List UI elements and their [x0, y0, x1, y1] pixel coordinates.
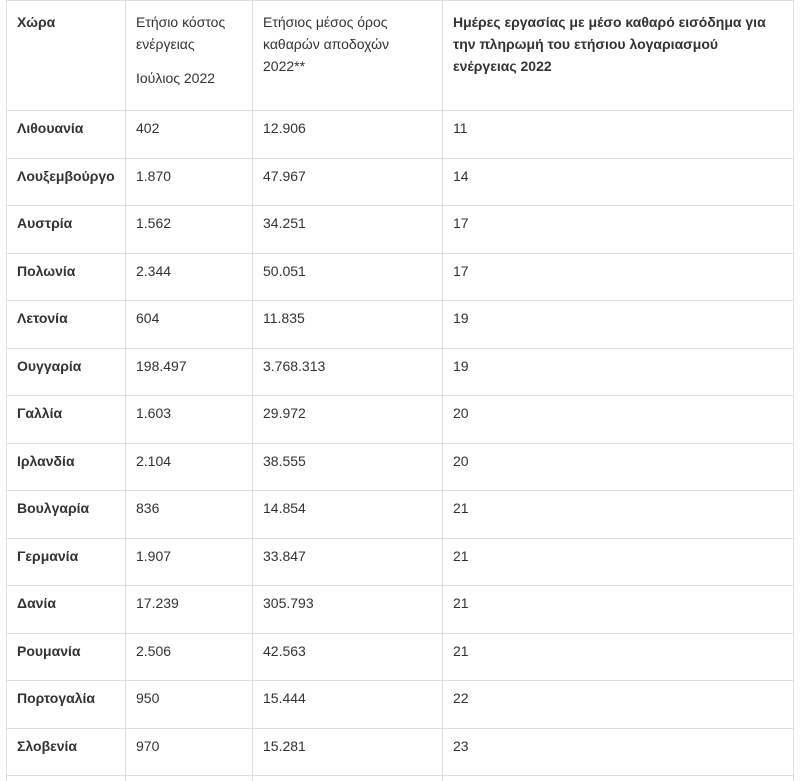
cell-cost [126, 776, 253, 781]
cell-days: 11 [443, 111, 795, 159]
table-row [7, 253, 795, 301]
cell-days: 19 [443, 348, 795, 396]
table-row [7, 301, 795, 349]
cell-days: 21 [443, 633, 795, 681]
cell-earnings: 15.281 [253, 728, 443, 776]
table-body [7, 111, 795, 781]
cell-days: 17 [443, 206, 795, 254]
header-country-label: Χώρα [17, 14, 56, 30]
table-row [7, 633, 795, 681]
cell-cost: 198.497 [126, 348, 253, 396]
cell-country: Δανία [7, 586, 126, 634]
cell-cost: 836 [126, 491, 253, 539]
cell-cost: 1.870 [126, 158, 253, 206]
cell-days: 21 [443, 538, 795, 586]
cell-country: Γαλλία [7, 396, 126, 444]
cell-country: Πορτογαλία [7, 681, 126, 729]
cell-cost: 1.907 [126, 538, 253, 586]
cell-days: 20 [443, 396, 795, 444]
table-header [7, 1, 795, 111]
table-row [7, 728, 795, 776]
table-row [7, 396, 795, 444]
cell-earnings: 15.444 [253, 681, 443, 729]
cell-country: Βουλγαρία [7, 491, 126, 539]
cell-earnings: 34.251 [253, 206, 443, 254]
cell-cost: 402 [126, 111, 253, 159]
table-row [7, 443, 795, 491]
header-avg-earnings-label: Ετήσιος μέσος όρος καθαρών αποδοχών 2022** [263, 14, 390, 74]
table-row [7, 681, 795, 729]
cell-days: 21 [443, 491, 795, 539]
table-row [7, 348, 795, 396]
cell-country: Πολωνία [7, 253, 126, 301]
cell-country: Λουξεμβούργο [7, 158, 126, 206]
cell-country [7, 776, 126, 781]
cell-days: 21 [443, 586, 795, 634]
header-work-days-label: Ημέρες εργασίας με μέσο καθαρό εισόδημα για την πληρωμή του ετήσιου λογαριασμού ενέργειας 2022 [453, 14, 766, 74]
cell-earnings [253, 776, 443, 781]
cell-country: Ιρλανδία [7, 443, 126, 491]
header-country [7, 1, 126, 111]
energy-cost-table [6, 0, 794, 781]
table-row [7, 206, 795, 254]
cell-earnings: 3.768.313 [253, 348, 443, 396]
cell-country: Γερμανία [7, 538, 126, 586]
header-avg-earnings [253, 1, 443, 111]
cell-earnings: 29.972 [253, 396, 443, 444]
cell-cost: 970 [126, 728, 253, 776]
table-row [7, 776, 795, 781]
cell-country: Ουγγαρία [7, 348, 126, 396]
cell-cost: 2.104 [126, 443, 253, 491]
cell-cost: 2.506 [126, 633, 253, 681]
cell-country: Λετονία [7, 301, 126, 349]
cell-cost: 1.562 [126, 206, 253, 254]
header-annual-cost-sublabel: Ιούλιος 2022 [136, 70, 216, 86]
cell-earnings: 11.835 [253, 301, 443, 349]
cell-days: 17 [443, 253, 795, 301]
cell-days [443, 776, 795, 781]
table-row [7, 158, 795, 206]
table-header-row [7, 1, 795, 111]
cell-cost: 1.603 [126, 396, 253, 444]
cell-days: 22 [443, 681, 795, 729]
cell-earnings: 42.563 [253, 633, 443, 681]
cell-days: 20 [443, 443, 795, 491]
cell-country: Σλοβενία [7, 728, 126, 776]
cell-earnings: 14.854 [253, 491, 443, 539]
header-annual-cost-label: Ετήσιο κόστος ενέργειας [136, 14, 226, 52]
header-work-days [443, 1, 795, 111]
header-annual-cost [126, 1, 253, 111]
cell-cost: 950 [126, 681, 253, 729]
cell-cost: 604 [126, 301, 253, 349]
cell-earnings: 50.051 [253, 253, 443, 301]
cell-days: 23 [443, 728, 795, 776]
table-row [7, 538, 795, 586]
cell-cost: 2.344 [126, 253, 253, 301]
cell-earnings: 38.555 [253, 443, 443, 491]
cell-country: Ρουμανία [7, 633, 126, 681]
cell-days: 14 [443, 158, 795, 206]
cell-earnings: 305.793 [253, 586, 443, 634]
cell-days: 19 [443, 301, 795, 349]
table-row [7, 491, 795, 539]
cell-cost: 17.239 [126, 586, 253, 634]
cell-country: Λιθουανία [7, 111, 126, 159]
cell-earnings: 12.906 [253, 111, 443, 159]
energy-cost-table-container [6, 0, 794, 781]
cell-earnings: 47.967 [253, 158, 443, 206]
table-row [7, 111, 795, 159]
cell-earnings: 33.847 [253, 538, 443, 586]
table-row [7, 586, 795, 634]
cell-country: Αυστρία [7, 206, 126, 254]
